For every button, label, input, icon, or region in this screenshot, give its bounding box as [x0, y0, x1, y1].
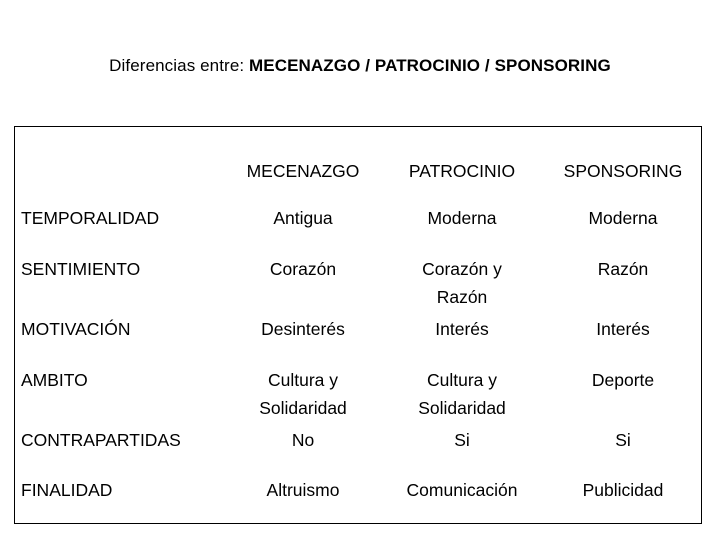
row-label-ambito: AMBITO: [21, 370, 88, 390]
row-label-finalidad: FINALIDAD: [21, 480, 113, 500]
table-cell: Razón: [597, 259, 649, 279]
column-header-sponsoring: SPONSORING: [563, 161, 683, 181]
table-cell: Corazón: [269, 259, 337, 279]
table-cell: Altruismo: [266, 480, 340, 500]
table-cell: Interés: [435, 319, 489, 339]
table-cell: Antigua: [273, 208, 333, 228]
table-cell: Interés: [596, 319, 650, 339]
table-cell: Desinterés: [261, 319, 345, 339]
title-prefix: Diferencias entre:: [109, 56, 250, 75]
row-label-sentimiento: SENTIMIENTO: [21, 259, 141, 279]
table-cell: Publicidad: [582, 480, 664, 500]
table-cell: No: [291, 430, 315, 450]
row-label-temporalidad: TEMPORALIDAD: [21, 208, 160, 228]
table-cell: Corazón y Razón: [422, 259, 502, 307]
column-header-patrocinio: PATROCINIO: [408, 161, 516, 181]
table-cell: Moderna: [427, 208, 497, 228]
table-cell: Cultura y Solidaridad: [259, 370, 347, 418]
table-cell: Moderna: [588, 208, 658, 228]
column-header-mecenazgo: MECENAZGO: [246, 161, 360, 181]
table-cell: Cultura y Solidaridad: [418, 370, 506, 418]
page-title: [0, 56, 720, 76]
title-emphasis: MECENAZGO / PATROCINIO / SPONSORING: [249, 56, 611, 75]
table-cell: Comunicación: [406, 480, 518, 500]
table-cell: Si: [615, 430, 631, 450]
row-label-motivacion: MOTIVACIÓN: [21, 319, 131, 339]
table-cell: Deporte: [591, 370, 655, 390]
table-cell: Si: [454, 430, 470, 450]
row-label-contrapartidas: CONTRAPARTIDAS: [21, 430, 181, 450]
